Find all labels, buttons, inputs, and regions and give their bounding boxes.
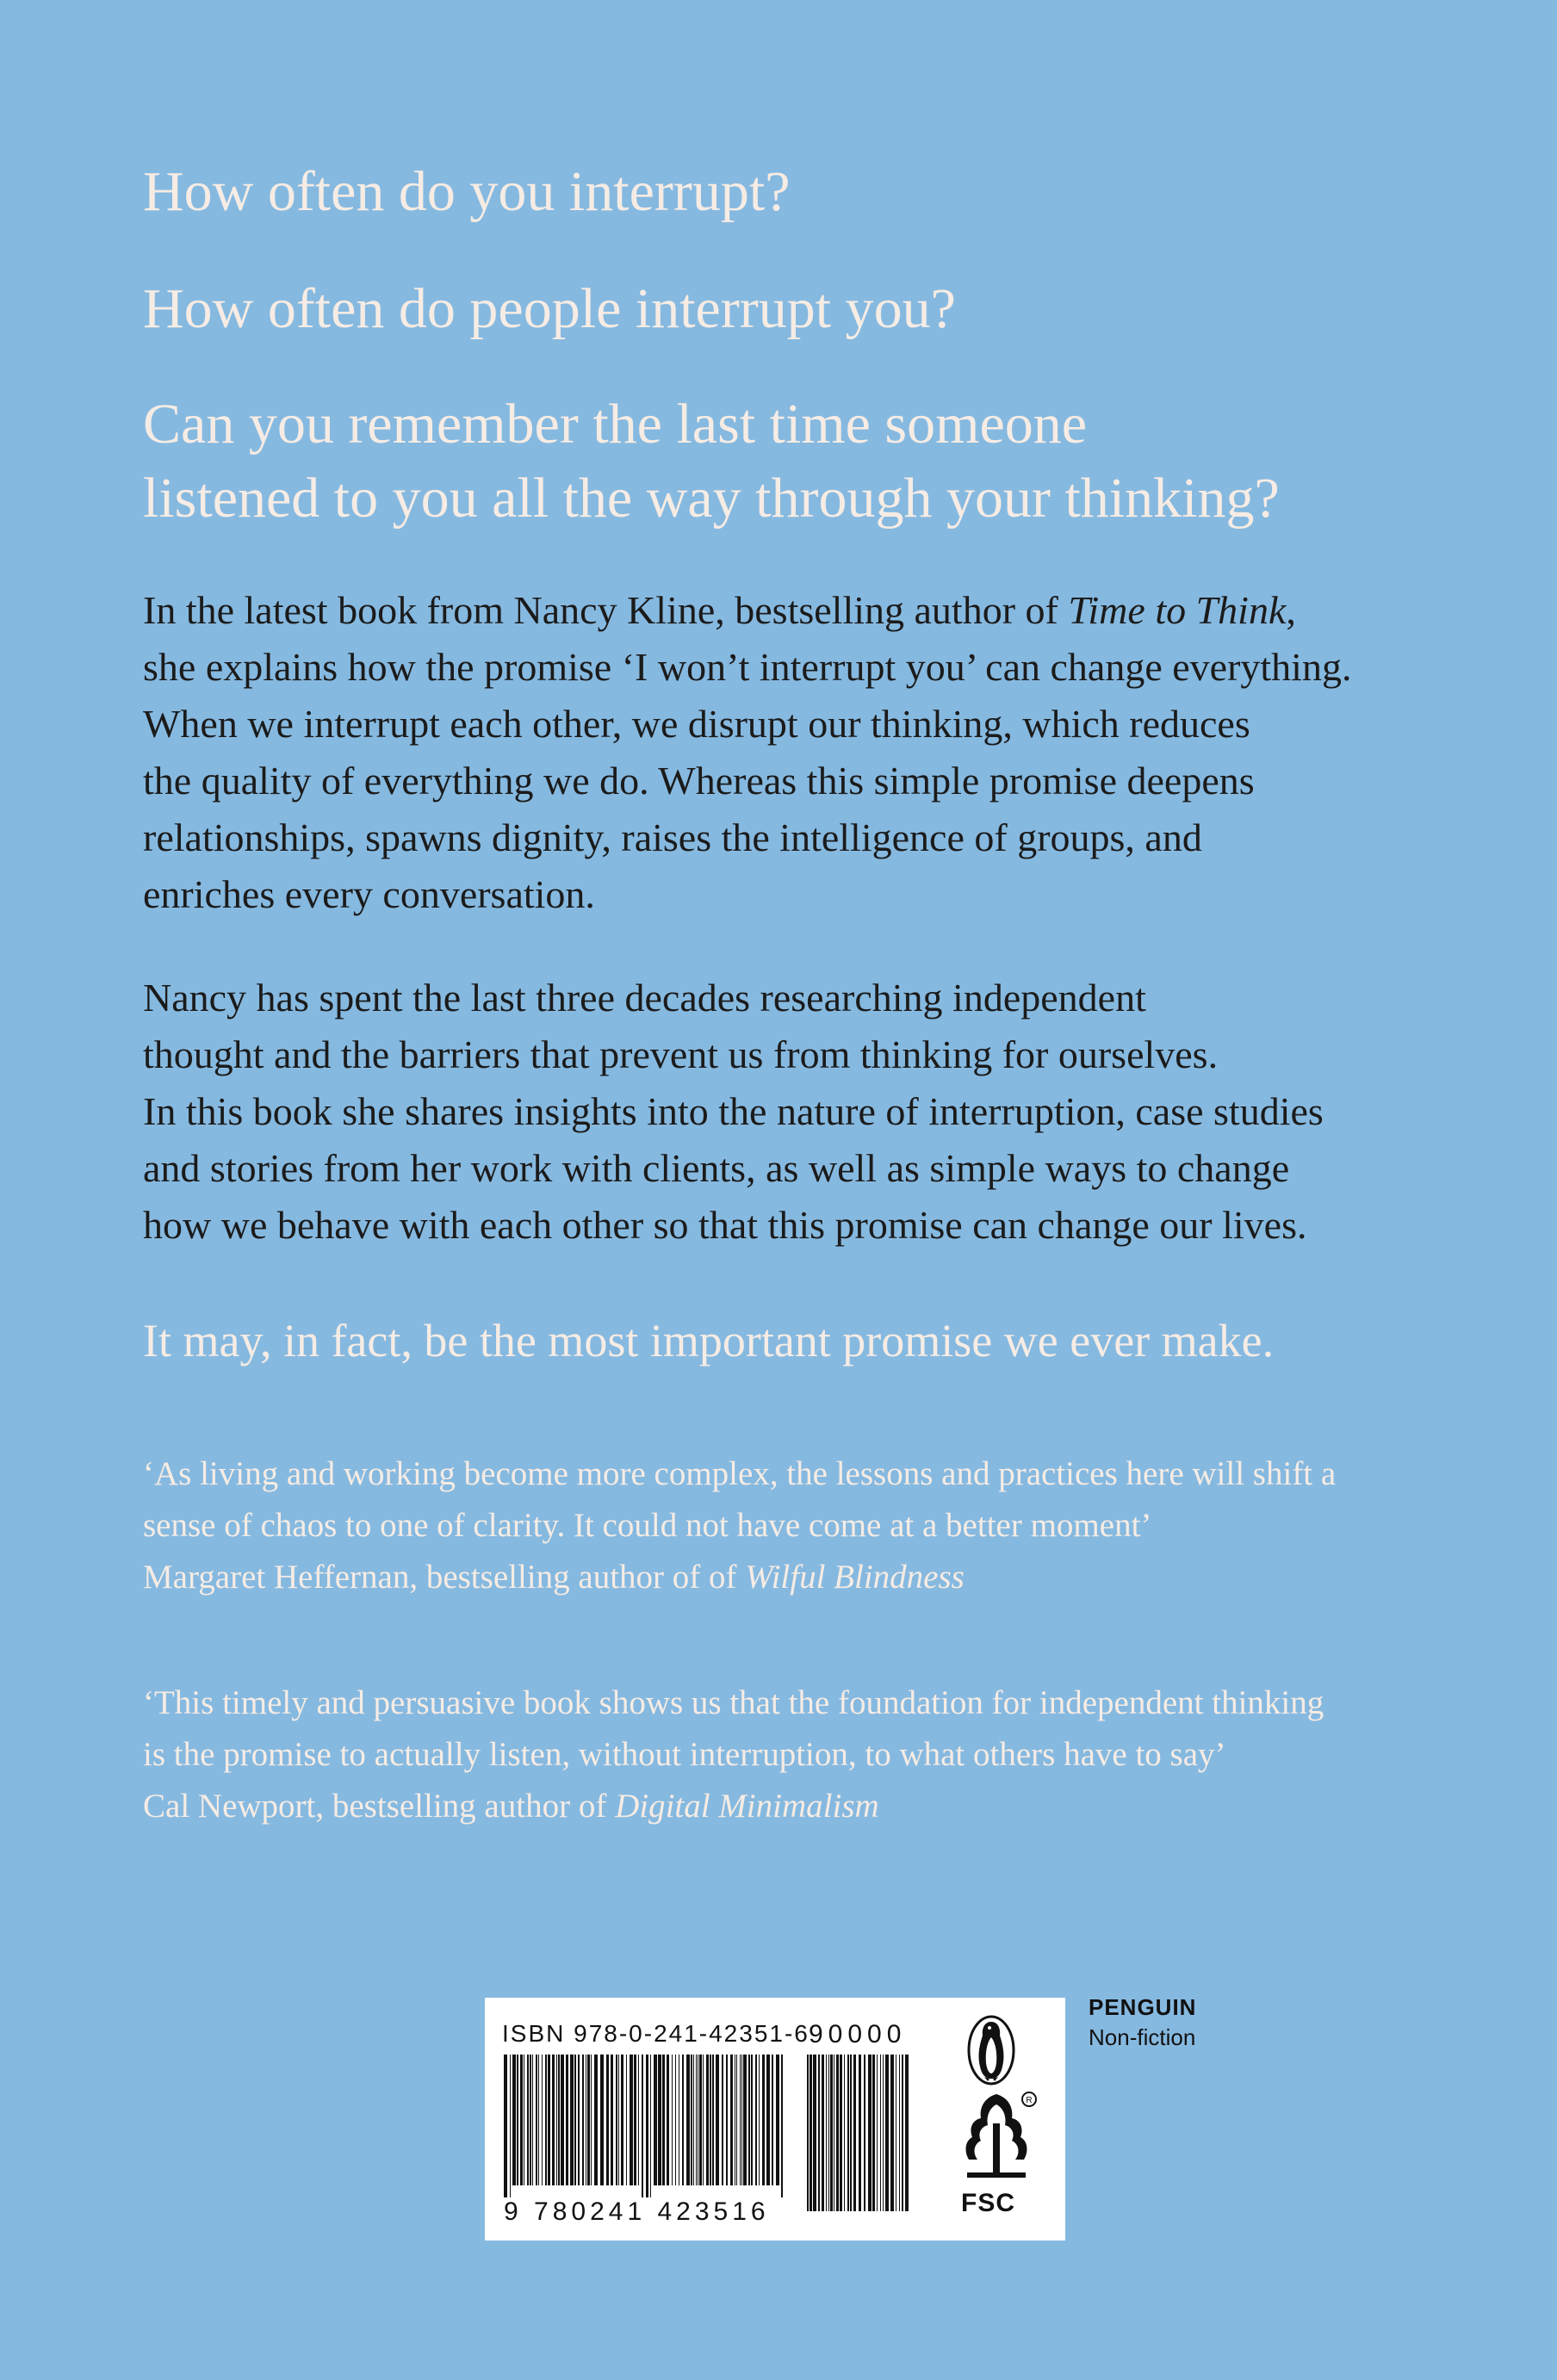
- quote-line: is the promise to actually listen, without interruption, to what others have to say’: [143, 1736, 1226, 1773]
- description-paragraph-1: [143, 582, 1351, 923]
- paragraph-line: Nancy has spent the last three decades researching independent: [143, 976, 1146, 1020]
- barcode-bar: [566, 2055, 568, 2185]
- barcode-bar: [630, 2055, 633, 2185]
- barcode-bar: [703, 2055, 704, 2185]
- barcode-bar: [542, 2055, 543, 2185]
- quote-attribution: [143, 1552, 1336, 1603]
- barcode-bar: [890, 2055, 894, 2211]
- attribution-book-title: Wilful Blindness: [745, 1559, 965, 1596]
- barcode-bar: [570, 2055, 574, 2185]
- barcode-bar: [662, 2055, 665, 2185]
- quote-attribution: [143, 1781, 1324, 1832]
- barcode-bar: [667, 2055, 669, 2185]
- price-addon-barcode: [807, 2055, 912, 2223]
- barcode-bar: [618, 2055, 619, 2185]
- barcode-bar: [512, 2055, 516, 2185]
- paragraph-line: thought and the barriers that prevent us from thinking for ourselves.: [143, 1032, 1219, 1076]
- question-interrupted: How often do people interrupt you?: [143, 277, 956, 340]
- paragraph-text: In the latest book from Nancy Kline, bestselling author of: [143, 588, 1069, 632]
- book-category: Non-fiction: [1089, 2024, 1196, 2050]
- paragraph-text: ,: [1286, 588, 1296, 632]
- barcode-bar: [538, 2055, 539, 2185]
- paragraph-line: When we interrupt each other, we disrupt our thinking, which reduces: [143, 702, 1250, 746]
- barcode-bar: [699, 2055, 702, 2185]
- attribution-text: Margaret Heffernan, bestselling author of of: [143, 1559, 746, 1596]
- barcode-bar: [712, 2055, 714, 2185]
- barcode-bar: [883, 2055, 884, 2211]
- publisher-block: [1089, 1994, 1196, 2051]
- barcode-bar: [621, 2055, 623, 2185]
- barcode-bar: [822, 2055, 824, 2211]
- barcode-bar: [672, 2055, 673, 2185]
- question-listened-line1: Can you remember the last time someone: [143, 393, 1088, 456]
- barcode-bar: [772, 2055, 773, 2185]
- barcode-bar: [751, 2055, 753, 2185]
- barcode-bar: [807, 2055, 809, 2211]
- barcode-bar: [696, 2055, 697, 2185]
- barcode-bar: [606, 2055, 609, 2185]
- barcode-bar: [561, 2055, 564, 2185]
- barcode-bar: [686, 2055, 690, 2185]
- barcode-bar: [730, 2055, 733, 2185]
- paragraph-line: enriches every conversation.: [143, 872, 595, 916]
- barcode-bar: [536, 2055, 537, 2185]
- question-interrupt: How often do you interrupt?: [143, 160, 791, 223]
- isbn-label: ISBN 978-0-241-42351-6: [502, 2020, 810, 2047]
- barcode-bar: [877, 2055, 878, 2211]
- barcode-bar: [748, 2055, 750, 2185]
- book-title: Time to Think: [1068, 588, 1287, 632]
- barcode-bar: [844, 2055, 845, 2211]
- barcode-bar: [626, 2055, 627, 2185]
- paragraph-line: she explains how the promise ‘I won’t interrupt you’ can change everything.: [143, 645, 1352, 689]
- barcode-bar: [520, 2055, 523, 2185]
- paragraph-line: the quality of everything we do. Whereas this simple promise deepens: [143, 759, 1255, 803]
- barcode-bar: [616, 2055, 617, 2185]
- barcode-bar: [859, 2055, 861, 2211]
- isbn-barcode: [504, 2055, 788, 2197]
- barcode-bar: [905, 2055, 909, 2211]
- svg-text:R: R: [1026, 2096, 1033, 2105]
- barcode-bar: [710, 2055, 711, 2185]
- barcode-bar: [885, 2055, 889, 2211]
- penguin-icon: [967, 2015, 1015, 2086]
- barcode-bar: [759, 2055, 760, 2185]
- barcode-bar: [899, 2055, 900, 2211]
- barcode-bar: [558, 2055, 560, 2185]
- barcode-bar: [532, 2055, 533, 2185]
- barcode-bar: [902, 2055, 903, 2211]
- barcode-bar: [743, 2055, 747, 2185]
- barcode-bar: [741, 2055, 742, 2185]
- barcode-bar: [853, 2055, 856, 2211]
- barcode-bar: [850, 2055, 852, 2211]
- quote-line: sense of chaos to one of clarity. It could not have come at a better moment’: [143, 1507, 1152, 1544]
- barcode-bar: [836, 2055, 839, 2211]
- barcode-bar: [776, 2055, 779, 2185]
- barcode-bar: [682, 2055, 684, 2185]
- price-addon-digits: 90000: [809, 2020, 907, 2048]
- barcode-bar: [591, 2055, 592, 2185]
- barcode-bar: [582, 2055, 584, 2185]
- paragraph-line: and stories from her work with clients, as well as simple ways to change: [143, 1146, 1290, 1190]
- paragraph-line: [143, 582, 1351, 639]
- barcode-digits: 9 780241 423516: [504, 2197, 770, 2226]
- barcode-bar: [818, 2055, 820, 2211]
- barcode-bar: [864, 2055, 865, 2211]
- barcode-bar: [548, 2055, 550, 2185]
- attribution-text: Cal Newport, bestselling author of: [143, 1788, 616, 1825]
- fsc-label: FSC: [961, 2189, 1015, 2217]
- barcode-bar: [781, 2055, 783, 2197]
- barcode-bar: [762, 2055, 765, 2185]
- barcode-bar: [545, 2055, 547, 2185]
- barcode-bar: [722, 2055, 723, 2185]
- quote-line: ‘As living and working become more complex, the lessons and practices here will shift a: [143, 1455, 1337, 1492]
- barcode-bar: [634, 2055, 636, 2185]
- barcode-bar: [810, 2055, 812, 2211]
- barcode-bar: [642, 2055, 643, 2197]
- endorsement-newport: [143, 1677, 1324, 1832]
- paragraph-line: how we behave with each other so that this promise can change our lives.: [143, 1203, 1307, 1247]
- barcode-bar: [826, 2055, 827, 2211]
- barcode-bar: [736, 2055, 737, 2185]
- barcode-bar: [552, 2055, 555, 2185]
- barcode-bar: [646, 2055, 648, 2197]
- barcode-bar: [872, 2055, 875, 2211]
- barcode-bar: [556, 2055, 557, 2185]
- barcode-bar: [587, 2055, 590, 2185]
- barcode-bar: [578, 2055, 580, 2185]
- barcode-bar: [530, 2055, 531, 2185]
- barcode-bar: [691, 2055, 692, 2185]
- publisher-name: PENGUIN: [1089, 1994, 1197, 2020]
- barcode-bar: [510, 2055, 511, 2197]
- endorsement-heffernan: [143, 1448, 1336, 1603]
- barcode-bar: [527, 2055, 529, 2185]
- barcode-bar: [611, 2055, 613, 2185]
- barcode-bar: [517, 2055, 518, 2185]
- barcode-bar: [654, 2055, 657, 2185]
- barcode-bar: [726, 2055, 728, 2185]
- attribution-book-title: Digital Minimalism: [615, 1788, 879, 1825]
- quote-line: ‘This timely and persuasive book shows us that the foundation for independent thinking: [143, 1684, 1324, 1721]
- barcode-bar: [766, 2055, 770, 2185]
- barcode-bar: [813, 2055, 816, 2211]
- barcode-bar: [693, 2055, 694, 2185]
- barcode-bar: [574, 2055, 576, 2185]
- barcode-bar: [675, 2055, 676, 2185]
- barcode-bar: [594, 2055, 598, 2185]
- barcode-bar: [650, 2055, 651, 2197]
- barcode-bar: [740, 2055, 741, 2185]
- barcode-bar: [658, 2055, 661, 2185]
- barcode-bar: [504, 2055, 507, 2197]
- barcode-bar: [847, 2055, 849, 2211]
- barcode-bar: [638, 2055, 639, 2185]
- barcode-bar: [868, 2055, 872, 2211]
- barcode-bar: [600, 2055, 604, 2185]
- fsc-tree-icon: [950, 2089, 1043, 2191]
- description-paragraph-2: [143, 970, 1324, 1254]
- paragraph-line: In this book she shares insights into the nature of interruption, case studies: [143, 1089, 1324, 1133]
- barcode-bar: [830, 2055, 833, 2211]
- barcode-panel: [485, 1998, 1065, 2241]
- barcode-bar: [755, 2055, 757, 2185]
- barcode-bar: [840, 2055, 842, 2211]
- closing-statement: It may, in fact, be the most important promise we ever make.: [143, 1315, 1275, 1367]
- barcode-bar: [706, 2055, 709, 2185]
- barcode-bar: [880, 2055, 881, 2211]
- barcode-bar: [716, 2055, 719, 2185]
- barcode-bar: [828, 2055, 829, 2211]
- paragraph-line: relationships, spawns dignity, raises the intelligence of groups, and: [143, 815, 1202, 859]
- question-listened-line2: listened to you all the way through your thinking?: [143, 467, 1280, 530]
